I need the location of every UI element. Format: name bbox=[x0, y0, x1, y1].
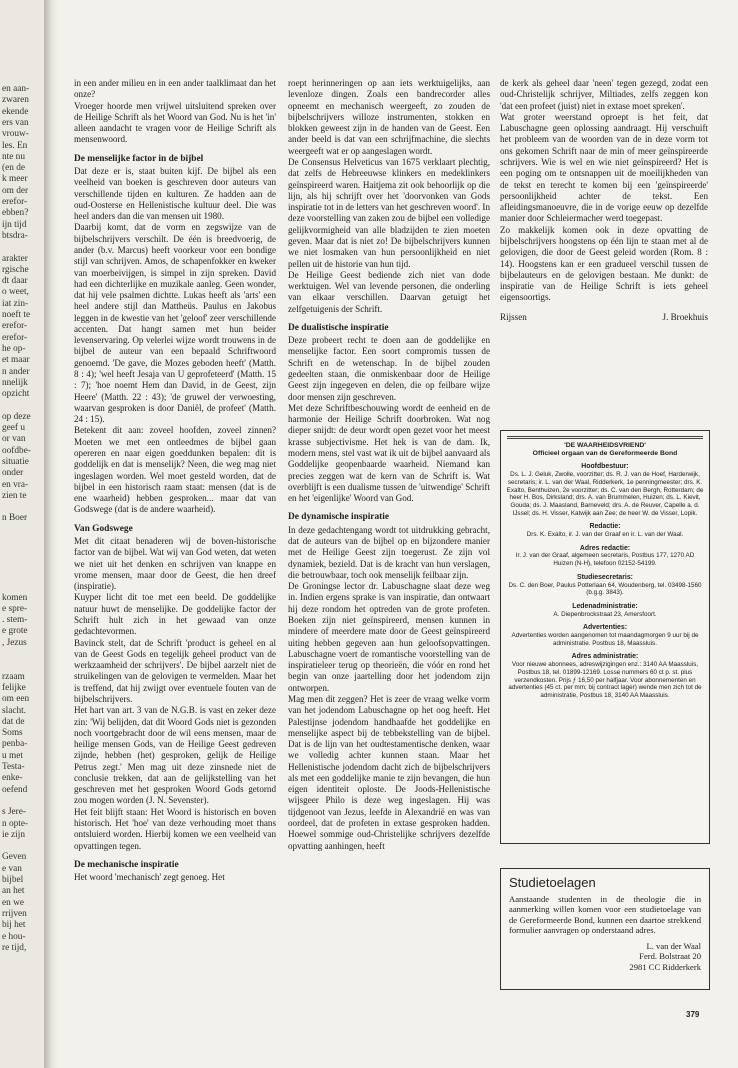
margin-fragment: bij het bbox=[2, 920, 26, 931]
paragraph: Betekent dit aan: zoveel hoofden, zoveel zinnen? Moeten we met een ontleedmes de bijbel gaan opereren en naar eigen goeddunken bepalen: dit is goddelijk en dat is menselijk? Neen, die weg mag niet ingeslagen worden. Wel moet gesteld worden, dat de bijbel in een historisch raam staat: mensen (dat is de ene waarheid) hebben gesproken... maar dat van Godswege (dat is de andere waarheid). bbox=[74, 425, 276, 515]
margin-fragment: om een bbox=[2, 694, 30, 705]
paragraph: in een ander milieu en in een ander taalklimaat dan het onze? bbox=[74, 78, 276, 100]
editorial-members: Drs. K. Exalto, ir. J. van der Graaf en ir. L. van der Waal. bbox=[526, 531, 684, 539]
ads-heading: Advertenties: bbox=[582, 624, 628, 632]
margin-fragment: e grote bbox=[2, 626, 28, 637]
margin-fragment: komen bbox=[2, 592, 28, 603]
paragraph: De Groningse lector dr. Labuschagne slaat deze weg in. Indien ergens sprake is van inspiratie, dan ontwaart hij deze rondom het optreden van de grote profeten. Boeken zijn niet geïnspireerd, mensen kunnen in mindere of meerdere mate door de Geest geïnspireerd uiting hebben gegeven aan hun geloofsopvattingen. Labuschagne voert de romantische voorstelling van de inspiratieleer terug op theorieën, die vóór en rond het begin van onze jaartelling door het jodendom zijn ontworpen. bbox=[288, 581, 490, 693]
ads-info: Advertenties worden aangenomen tot maandagmorgen 9 uur bij de administratie. Postbus 18, Maassluis. bbox=[511, 632, 699, 647]
editorial-heading: Redactie: bbox=[589, 523, 621, 531]
margin-fragment: k meer bbox=[2, 174, 28, 185]
study-secretary: Ds. C. den Boer, Paulus Potterlaan 64, Woudenberg, tel. 03498-1560 (b.g.g. 3843). bbox=[508, 581, 702, 597]
margin-fragment: Testa- bbox=[2, 762, 25, 772]
margin-fragment: n opte- bbox=[2, 818, 29, 829]
margin-fragment: erefor- bbox=[2, 197, 28, 207]
paragraph: Deze probeert recht te doen aan de goddelijke en menselijke factor. Een soort compromis tussen de Schrift en de wetenschap. In de bijbel zouden gedeelten staan, die onmiskenbaar door de Heilige Geest zijn ingegeven en delen, die op feilbare wijze door mensen zijn geschreven. bbox=[288, 335, 490, 402]
margin-fragment: (en de bbox=[2, 163, 25, 174]
studietoelagen-title: Studietoelagen bbox=[509, 875, 596, 890]
margin-fragment: btsdra- bbox=[2, 230, 28, 241]
margin-fragment: erefor- bbox=[2, 321, 28, 332]
margin-fragment: bijbel bbox=[2, 875, 24, 885]
margin-fragment: u met bbox=[2, 750, 23, 761]
signature-author: J. Broekhuis bbox=[662, 311, 708, 322]
margin-fragment: e hou- bbox=[2, 931, 26, 942]
margin-fragment: oofdbe- bbox=[2, 445, 31, 456]
margin-fragment: les. En bbox=[2, 140, 28, 151]
margin-fragment: erefor- bbox=[2, 332, 28, 343]
column-1 bbox=[74, 78, 276, 1038]
margin-fragment: Soms bbox=[2, 728, 23, 739]
margin-fragment: dat de bbox=[2, 716, 25, 727]
margin-fragment: zien te bbox=[2, 490, 27, 501]
margin-fragment: om der bbox=[2, 185, 29, 196]
margin-fragment: oefend bbox=[2, 784, 28, 795]
column-3 bbox=[500, 78, 708, 398]
signature-place: Rijssen bbox=[500, 311, 527, 322]
administration-info: Voor nieuwe abonnees, adreswijzigingen enz.: 3140 AA Maassluis, Postbus 18, tel. 01899-12169. Losse nummers 60 ct p. st. plus verzendkosten. Prijs ƒ 16,50 per halfjaar. Voor abonnementen en advertenties (45 ct. per mm; bij contract lager) wende men zich tot de administratie, Postbus 18, 3140 AA Maassluis. bbox=[508, 661, 702, 699]
margin-fragment: or van bbox=[2, 434, 26, 445]
margin-fragment: ie zijn bbox=[2, 829, 25, 840]
margin-fragment: arakter bbox=[2, 253, 28, 264]
margin-fragment: ers van bbox=[2, 117, 29, 128]
paragraph: Het feit blijft staan: Het Woord is historisch en boven historisch. Het 'hoe' van deze verhouding moet thans ontsluierd worden. Hierbij komen we een veelheid van opvattingen tegen. bbox=[74, 806, 276, 851]
margin-fragment: ijn tijd bbox=[2, 219, 27, 230]
margin-fragment: rzaam bbox=[2, 671, 25, 682]
contact-city: 2981 CC Ridderkerk bbox=[629, 961, 701, 972]
author-signature bbox=[500, 312, 708, 323]
editorial-address: Ir. J. van der Graaf, algemeen secretaris, Postbus 177, 1270 AD Huizen (N-H), telefoon 02152-54199. bbox=[515, 552, 695, 568]
margin-fragment: re tijd, bbox=[2, 942, 27, 953]
paragraph: Bavinck stelt, dat de Schrift 'product is geheel en al van de Geest Gods en tegelijk geheel product van de werkzaamheid der schrijvers'. De bijbel aarzelt niet de struikelingen van de gelovigen te vermelden. Maar het is treffend, dat hij zwijgt over eventuele fouten van de bijbelschrijvers. bbox=[74, 637, 276, 704]
paragraph: roept herinneringen op aan iets werktuigelijks, aan levenloze dingen. Zoals een bandrecorder alles opneemt en mechanisch weergeeft, zo zouden de bijbelschrijvers willoze instrumenten, stokken en blokken geweest zijn in de handen van de Geest. Een ander beeld is dat van een schrijfmachine, die slechts weergeeft wat er op aangeslagen wordt. bbox=[288, 78, 490, 156]
membership-heading: Ledenadministratie: bbox=[572, 602, 638, 610]
section-heading: De dynamische inspiratie bbox=[288, 512, 390, 523]
margin-fragment: rrijven bbox=[2, 908, 27, 919]
paragraph: Het woord 'mechanisch' zegt genoeg. Het bbox=[74, 872, 225, 883]
margin-fragment: iat zin- bbox=[2, 298, 29, 309]
margin-fragment: slacht. bbox=[2, 705, 27, 716]
study-secretary-heading: Studiesecretaris: bbox=[577, 573, 633, 581]
masthead-subtitle: Officieel orgaan van de Gereformeerde Bond bbox=[532, 449, 678, 457]
margin-fragment: n Boer bbox=[2, 513, 28, 524]
masthead-title: 'DE WAARHEIDSVRIEND' bbox=[564, 442, 646, 449]
margin-fragment: enke- bbox=[2, 773, 23, 784]
paragraph: de kerk als geheel daar 'neen' tegen gezegd, zodat een oud-Christelijk schrijver, Miltiades, zelfs zeggen kon 'dat een profeet (juist) niet in extase moet spreken'. bbox=[500, 78, 708, 111]
previous-page-edge bbox=[0, 0, 46, 1068]
membership-address: A. Diepenbrockstraat 23, Amersfoort. bbox=[553, 610, 657, 618]
paragraph: De Heilige Geest bediende zich niet van dode werktuigen. Wel van levende personen, die onderling van elkaar verschillen. Daarvan getuigt het zelfgetuigenis der Schrift. bbox=[288, 269, 490, 314]
column-2 bbox=[288, 78, 490, 1038]
margin-fragment: ekende bbox=[2, 106, 29, 117]
margin-fragment: situatie bbox=[2, 456, 29, 467]
administration-heading: Adres administratie: bbox=[571, 653, 639, 661]
paragraph: Wat groter weerstand oproept is het feit, dat Labuschagne geen oplossing aandraagt. Hij verschuift het probleem van de woorden van de in deze vorm tot ons gekomen Schrift naar de min of meer geïnspireerde schrijvers. Wie is wel en wie niet geïnspireerd? Het is een poging om te ontsnappen uit de moeilijkheden van de tekst en terecht te komen bij een 'geïnspireerde' persoonlijkheid achter de tekst. Een afleidingsmanoeuvre, die in de vorige eeuw op dezelfde manier door Schleiermacher werd toegepast. bbox=[500, 111, 708, 224]
studietoelagen-box bbox=[500, 868, 710, 990]
spine-shadow bbox=[44, 0, 58, 1068]
margin-fragment: ebben? bbox=[2, 208, 29, 219]
editorial-address-heading: Adres redactie: bbox=[579, 544, 631, 552]
margin-fragment: opzicht bbox=[2, 389, 30, 400]
margin-fragment: nnelijk bbox=[2, 377, 28, 388]
margin-fragment: en aan- bbox=[2, 84, 30, 94]
margin-fragment: nte nu bbox=[2, 151, 25, 162]
contact-name: L. van der Waal bbox=[646, 941, 701, 952]
paragraph: Daarbij komt, dat de vorm en zegswijze van de bijbelschrijvers verschilt. De één is breedvoerig, de ander (b.v. Marcus) heeft voorkeur voor een bondige stijl van schrijven. Amos, de schapenfokker en kweker van moerbeivijgen, is simpel in zijn spreken. David had een dichterlijke en muzikale aanleg. Geen wonder, dat hij vele psalmen dichtte. Lukas heeft als 'arts' een heel andere stijl dan Mattheüs. Paulus en Jakobus leggen in de kwestie van het 'geloof' zeer verschillende accenten. Dat hangt samen met hun beider levenservaring. Op velerlei wijze wordt trouwens in de bijbel de auteur van een bepaald Schriftwoord genoemd. 'De gave, die Mozes geboden heeft' (Matth. 8 : 4); 'wel heeft Jesaja van U geprofeteerd' (Matth. 15 : 7); 'hoe noemt Hem dan David, in de Geest, zijn Heere' (Matth. 22 : 43); 'de gruwel der verwoesting, waarvan gesproken is door Daniël, de profeet' (Matth. 24 : 15). bbox=[74, 222, 276, 425]
margin-fragment: geef u bbox=[2, 423, 25, 433]
page-number: 379 bbox=[686, 1010, 700, 1019]
margin-fragment: an het bbox=[2, 886, 25, 897]
paragraph: Mag men dit zeggen? Het is zeer de vraag welke vorm van het jodendom Labuschagne op het oog heeft. Het Palestijnse jodendom handhaafde het goddelijke en menselijke aspect bij de tebbekstelling van de bijbel. Dat is de lijn van het oudtestamentische denken, waar we volledig achter kunnen staan. Maar het Hellenistische jodendom dacht zich de bijbelschrijvers als met een goddelijke manie te zijn bevangen, die hun eigen identiteit oploste. De Joods-Hellenistische wijsgeer Philo is deze weg ingeslagen. Hij was tijdgenoot van Jezus, leefde in Alexandrië en was van oordeel, dat de profeten in extase gesproken hadden. Hoewel sommige oud-Christelijke schrijvers dezelfde opvatting aanhingen, heeft bbox=[288, 693, 490, 851]
masthead-box bbox=[500, 430, 710, 844]
section-heading: De menselijke factor in de bijbel bbox=[74, 153, 204, 164]
margin-fragment: e van bbox=[2, 863, 22, 874]
board-members: Ds. L. J. Geluk, Zwolle, voorzitter; ds. R. J. van de Hoef, Harderwijk, secretaris; ir. L. van der Waal, Ridderkerk, 1e penningmeester; drs. K. Exalto, Benthuizen, 2e voorzitter; ds. C. van den Bergh, Rotterdam; de heer H. Bos, Dirksland; drs. A. van Brummelen, Huizen; ds. L. Kievit, Gouda; ds. J. Maasland, Barneveld; drs. A. de Reuver, Capelle a. d. IJssel; ds. H. Visser, Katwijk aan Zee; de heer W. de Visser, Lopik. bbox=[506, 471, 704, 517]
paragraph: Met dit citaat benaderen wij de boven-historische factor van de bijbel. Wat wij van God weten, dat weten we niet uit het denken en schrijven van knappe en vrome mensen, maar door de Geest, die hen dreef (inspiratie). bbox=[74, 536, 276, 592]
margin-fragment: e spre- bbox=[2, 603, 28, 614]
margin-fragment: Geven bbox=[2, 852, 27, 863]
margin-fragment: en we bbox=[2, 897, 24, 908]
margin-fragment: noeft te bbox=[2, 310, 31, 320]
margin-fragment: , Jezus bbox=[2, 637, 27, 648]
margin-fragment: penba- bbox=[2, 739, 28, 750]
paragraph: Zo makkelijk komen ook in deze opvatting de bijbelschrijvers hoogstens op één lijn te staan met al de gelovigen, die door de Geest geleid worden (Rom. 8 : 14). Hoogstens kan er een gradueel verschil tussen de bijbelauteurs en de gelovigen bestaan. Me dunkt: de inspiratie van de Heilige Schrift is iets geheel eigensoortigs. bbox=[500, 224, 708, 303]
section-heading: De dualistische inspiratie bbox=[288, 322, 389, 333]
margin-fragment: he op- bbox=[2, 343, 26, 354]
section-heading: Van Godswege bbox=[74, 523, 133, 534]
margin-fragment: rgische bbox=[2, 264, 29, 275]
margin-fragment: en vra- bbox=[2, 479, 29, 490]
margin-fragment: . stem- bbox=[2, 615, 28, 626]
contact-address bbox=[509, 941, 701, 972]
board-heading: Hoofdbestuur: bbox=[581, 463, 629, 471]
margin-fragment: onder bbox=[2, 468, 24, 479]
paragraph: Kuyper licht dit toe met een beeld. De goddelijke natuur huwt de menselijke. De goddelijke factor der Schrift hult zich in het gewaad van onze gedachtevormen. bbox=[74, 592, 276, 637]
margin-fragment: zwaren bbox=[2, 95, 29, 106]
contact-street: Ferd. Bolstraat 20 bbox=[639, 951, 701, 962]
studietoelagen-body: Aanstaande studenten in de theologie die in aanmerking willen komen voor een studietoelage van de Gereformeerde Bond, kunnen een daartoe strekkend formulier aanvragen op onderstaand adres. bbox=[509, 894, 701, 935]
paragraph: De Consensus Helveticus van 1675 verklaart plechtig, dat zelfs de Hebreeuwse klinkers en medeklinkers geïnspireerd waren. Haitjema zit ook behoorlijk op die lijn, als hij schrijft over het 'doorvonken van Gods inspiratie tot in de letters van het geschreven woord'. In deze voorstelling van zaken zou de bijbel een volledige gelijkvormigheid van alle bladzijden te zien moeten geven. Maar dat is niet zo! De bijbelschrijvers kunnen we niet losmaken van hun persoonlijkheid en niet pellen uit de historie van hun tijd. bbox=[288, 156, 490, 269]
margin-fragment: felijke bbox=[2, 682, 26, 693]
section-heading: De mechanische inspiratie bbox=[74, 859, 179, 870]
paragraph: Vroeger hoorde men vrijwel uitsluitend spreken over de Heilige Schrift als het Woord van God. Nu is het 'in' alleen aandacht te vragen voor de Heilige Schrift als mensenwoord. bbox=[74, 100, 276, 145]
margin-fragment: s Jere- bbox=[2, 807, 27, 818]
paragraph: Dat deze er is, staat buiten kijf. De bijbel als een veelheid van boeken is geschreven door auteurs van verschillende tijden en kulturen. Ze hadden aan de oud-Oosterse en Hellenistische kultuur deel. Die was heel anders dan die van mensen uit 1980. bbox=[74, 165, 276, 222]
paragraph: Met deze Schriftbeschouwing wordt de eenheid en de harmonie der Heilige Schrift doorbroken. Wat nog dieper snijdt: de deur wordt open gezet voor het meest krasse subjectivisme. Het hek is van de dam. Ik, modern mens, stel vast wat ik uit de bijbel aanvaard als Goddelijke geopenbaarde waarheid. Niemand kan precies zeggen wat de kern van de Schrift is. Wat overblijft is een dualisme tussen de 'uitwendige' Schrift en het 'eigenlijke' Woord van God. bbox=[288, 402, 490, 504]
margin-fragment: et maar bbox=[2, 355, 30, 366]
margin-fragment: vrouw- bbox=[2, 129, 29, 140]
margin-fragment: op deze bbox=[2, 411, 31, 422]
paragraph: In deze gedachtengang wordt tot uitdrukking gebracht, dat de auteurs van de bijbel op en bijzondere manier met de Heilige Geest zijn toegerust. Ze zijn vol dynamiek, bezield. Dat is de kracht van hun verslagen, die betrouwbaar, toch ook menselijk feilbaar zijn. bbox=[288, 524, 490, 580]
margin-fragment: o weet, bbox=[2, 287, 29, 298]
paragraph: Het hart van art. 3 van de N.G.B. is vast en zeker deze zin: 'Wij belijden, dat dit Woord Gods niet is gezonden noch voortgebracht door de wil eens mensen, maar de heilige mensen Gods, van de Heilige Geest gedreven zijnde, hebben (het) gesproken, gelijk de Heilige Petrus zegt.' Men mag uit deze zinsnede niet de conclusie trekken, dat aan de gelijkstelling van het geschreven met het gesproken Woord Gods getornd zou mogen worden (J. N. Sevenster). bbox=[74, 705, 276, 806]
margin-fragment: n ander bbox=[2, 366, 30, 377]
margin-fragment: dt daar bbox=[2, 276, 28, 287]
